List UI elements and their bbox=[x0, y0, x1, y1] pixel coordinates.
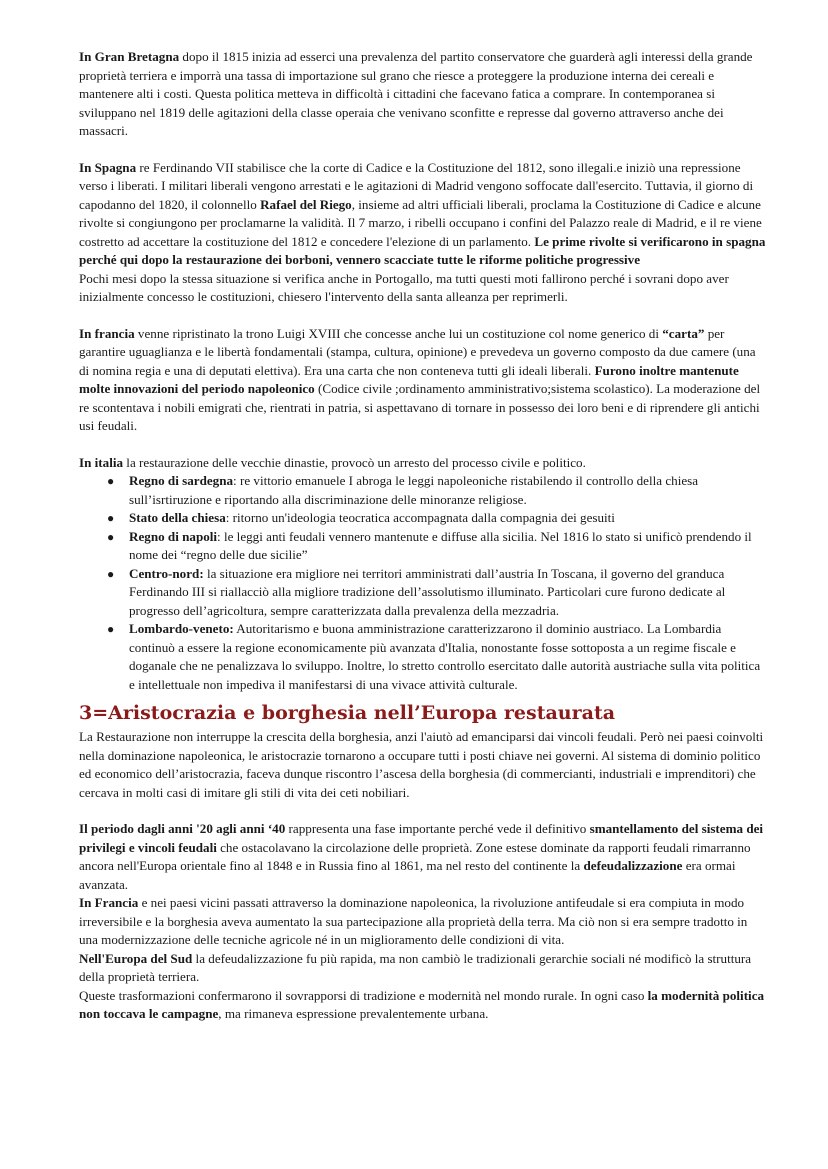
bold-text: In Francia bbox=[79, 895, 139, 910]
paragraph-spagna bbox=[79, 159, 769, 270]
text-run: dopo il 1815 inizia ad esserci una prevalenza del partito conservatore che guarderà agli interessi della grande proprietà terriera e imporrà una tassa di importazione sul grano che riesce a proteggere la produzione interna dei cereali e mantenere alti i costi. Questa politica metteva in difficoltà i cittadini che facevano fatica a comprare. In contemporanea si sviluppano nel 1819 delle agitazioni della classe operaia che venivano sconfitte e represse dal governo attraverso anche dei massacri. bbox=[79, 49, 753, 138]
bold-text: Lombardo-veneto: bbox=[129, 621, 234, 636]
bold-text: Regno di sardegna bbox=[129, 473, 234, 488]
text-run: : re vittorio emanuele I abroga le leggi napoleoniche ristabilendo il controllo della chiesa sull’isrtiruzione e riportando alla discriminazione delle minoranze religiose. bbox=[129, 473, 699, 507]
bold-text: Centro-nord: bbox=[129, 565, 204, 581]
paragraph-restaurazione bbox=[79, 728, 769, 802]
bold-text: In francia bbox=[79, 325, 135, 341]
text-run: venne ripristinato la trono Luigi XVIII che concesse anche lui un costituzione col nome generico di bbox=[134, 325, 663, 341]
text-run: , insieme ad altri ufficiali liberali, proclama la Costituzione di Cadice e alcune rivolte si congiungono per proclamarne la validità. Il 7 marzo, i ribelli occupano i confini del Palazzo reale di Madrid, e il re viene costretto ad accettare la costituzione del 1812 e concedere l'elezione di un parlamento. bbox=[79, 196, 762, 249]
text-run: Queste trasformazioni confermarono il sovrapporsi di tradizione e modernità nel mondo rurale. In ogni caso bbox=[79, 987, 648, 1003]
text-run: la situazione era migliore nei territori amministrati dall’austria In Toscana, il governo del granduca Ferdinando III si riallacciò alla migliore tradizione dell’assolutismo illuminato. Particolari cure furono dedicate al progresso dell’agricoltura, sempre caratterizzata dalla prevalenza della mezzadria. bbox=[129, 565, 726, 618]
bold-text: In italia bbox=[79, 454, 124, 470]
bold-text: la modernità politica non toccava le campagne bbox=[79, 987, 765, 1021]
paragraph-conclusione bbox=[79, 987, 769, 1024]
paragraph-francia-rurale bbox=[79, 894, 769, 950]
paragraph-europa-sud bbox=[79, 950, 769, 987]
bold-text: Furono inoltre mantenute molte innovazioni del periodo napoleonico bbox=[79, 362, 739, 396]
bold-text: Il periodo dagli anni '20 agli anni ‘40 bbox=[79, 821, 286, 836]
text-run: Autoritarismo e buona amministrazione caratterizzarono il dominio austriaco. La Lombardia continuò a essere la regione economicamente più avanzata d'Italia, nonostante fosse sottoposta a un regime fiscale e doganale che ne penalizzava lo sviluppo. Inoltre, lo stretto controllo esercitato dalle autorità austriache sulla vita politica e intellettuale non impediva il manifestarsi di una vivace attività culturale. bbox=[129, 621, 761, 692]
text-run: La Restaurazione non interruppe la crescita della borghesia, anzi l'aiutò ad emanciparsi dai vincoli feudali. Però nei paesi coinvolti nella dominazione napoleonica, le aristocrazie tornarono a occupare tutti i posti chiave nei governi. Al sistema di dominio politico ed economico dell’aristocrazia, faceva dunque riscontro l’ascesa della borghesia (di commercianti, industriali e imprenditori) che cercava in molti casi di imitare gli stili di vita dei ceti nobiliari. bbox=[79, 729, 764, 800]
bold-text: In Spagna bbox=[79, 159, 137, 175]
list-item bbox=[107, 472, 769, 509]
bullet-icon: ● bbox=[107, 566, 115, 581]
paragraph-periodo bbox=[79, 820, 769, 894]
bold-text: Stato della chiesa bbox=[129, 510, 226, 525]
paragraph-portogallo bbox=[79, 270, 769, 307]
document-page bbox=[79, 48, 769, 1024]
paragraph-francia bbox=[79, 325, 769, 436]
text-run: : le leggi anti feudali vennero mantenute e diffuse alla sicilia. Nel 1816 lo stato si unificò prendendo il nome dei “regno delle due sicilie” bbox=[129, 528, 752, 562]
text-run: per garantire uguaglianza e le libertà fondamentali (stampa, cultura, opinione) e prevedeva un governo composto da due camere (una di nomina regia e una di deputati elettiva). Era una carta che non conteneva tutti gli ideali liberali. bbox=[79, 325, 756, 378]
text-run: , ma rimaneva espressione prevalentemente urbana. bbox=[218, 1006, 489, 1021]
text-run: (Codice civile ;ordinamento amministrativo;sistema scolastico). La moderazione del re scontentava i nobili emigrati che, rientrati in patria, si aspettavano di tornare in possesso dei loro beni e di riprendere gli antichi usi feudali. bbox=[79, 381, 761, 433]
text-run: rappresenta una fase importante perché vede il definitivo bbox=[285, 821, 590, 836]
section-heading: 3=Aristocrazia e borghesia nell’Europa restaurata bbox=[79, 702, 616, 724]
bold-text: smantellamento del sistema dei privilegi e vincoli feudali bbox=[79, 821, 764, 855]
paragraph-gran-bretagna bbox=[79, 48, 769, 141]
bold-text: Le prime rivolte si verificarono in spagna perché qui dopo la restaurazione dei borboni, vennero scacciate tutte le riforme politiche progressive bbox=[79, 233, 766, 267]
list-item bbox=[107, 565, 769, 621]
bullet-icon: ● bbox=[107, 511, 115, 525]
bullet-icon: ● bbox=[107, 622, 115, 636]
bullet-icon: ● bbox=[107, 529, 115, 544]
bullet-icon: ● bbox=[107, 474, 115, 488]
text-run: Pochi mesi dopo la stessa situazione si verifica anche in Portogallo, ma tutti questi moti fallirono perché i sovrani dopo aver inizialmente concesso le costituzioni, chiesero l'intervento della santa alleanza per reprimerli. bbox=[79, 270, 729, 304]
list-item bbox=[107, 528, 769, 565]
bold-text: “carta” bbox=[662, 325, 705, 341]
text-run: re Ferdinando VII stabilisce che la corte di Cadice e la Costituzione del 1812, sono illegali.e iniziò una repressione verso i liberati. I militari liberali vengono arrestati e le agitazioni di Madrid vengono soffocate dall'esercito. Tuttavia, il giorno di capodanno del 1820, il colonnello bbox=[79, 159, 754, 212]
text-run: la restaurazione delle vecchie dinastie, provocò un arresto del processo civile e politico. bbox=[123, 454, 586, 470]
text-run: che ostacolavano la circolazione delle proprietà. Zone estese dominate da rapporti feudali rimarranno ancora nell'Europa orientale fino al 1848 e in Russia fino al 1861, ma nel resto del continente la bbox=[79, 839, 751, 873]
list-item bbox=[107, 509, 769, 528]
text-run: la defeudalizzazione fu più rapida, ma non cambiò le tradizionali gerarchie sociali né modificò la struttura della proprietà terriera. bbox=[79, 950, 752, 984]
text-run: : ritorno un'ideologia teocratica accompagnata dalla compagnia dei gesuiti bbox=[225, 510, 615, 525]
list-item bbox=[107, 620, 769, 694]
bold-text: Nell'Europa del Sud bbox=[79, 950, 193, 966]
italy-states-list bbox=[79, 472, 769, 694]
bold-text: Rafael del Riego bbox=[260, 196, 352, 212]
bold-text: In Gran Bretagna bbox=[79, 49, 180, 64]
text-run: e nei paesi vicini passati attraverso la dominazione napoleonica, la rivoluzione antifeudale si era compiuta in modo irreversibile e la borghesia aveva aumentato la sua partecipazione alla proprietà della terra. Ma ciò non si era sempre tradotto in una modernizzazione delle tecniche agricole né in un miglioramento delle condizioni di vita. bbox=[79, 895, 748, 947]
bold-text: defeudalizzazione bbox=[583, 858, 683, 873]
bold-text: Regno di napoli bbox=[129, 528, 218, 544]
text-run: era ormai avanzata. bbox=[79, 858, 736, 892]
paragraph-italia bbox=[79, 454, 769, 473]
